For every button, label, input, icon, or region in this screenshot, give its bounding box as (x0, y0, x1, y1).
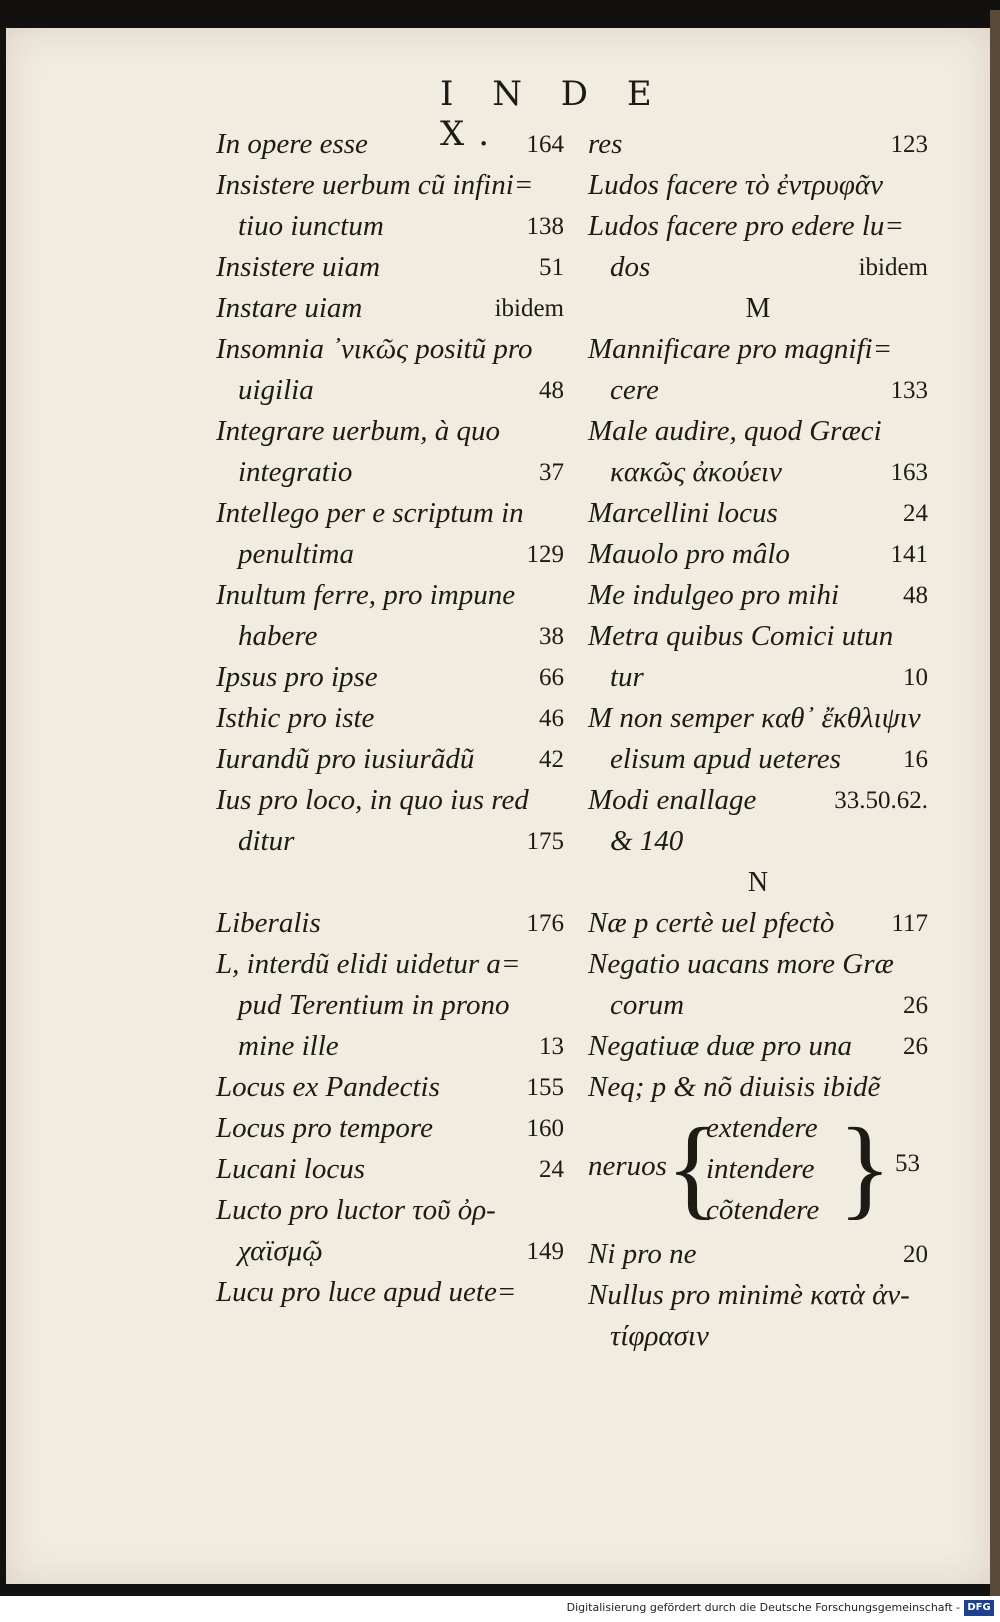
index-entry-page-number: 48 (539, 377, 564, 404)
left-brace-icon: { (666, 1106, 720, 1230)
index-entry (588, 780, 928, 821)
brace-item: intendere (706, 1153, 815, 1185)
index-entry (588, 739, 928, 780)
index-entry (216, 534, 564, 575)
index-entry-text: mine ille (238, 1030, 339, 1062)
index-entry-page-number: 24 (539, 1156, 564, 1183)
index-entry-page-number: 24 (903, 500, 928, 527)
index-entry (216, 698, 564, 739)
index-entry-text: Insomnia ᾽νικῶς positũ pro (216, 333, 533, 365)
index-entry-text: τίφρασιν (610, 1320, 709, 1352)
index-entry-text: Næ p certè uel pfectò (588, 907, 835, 939)
index-entry (216, 493, 564, 534)
index-entry (588, 124, 928, 165)
index-entry-page-number: 160 (526, 1115, 564, 1142)
index-entry-text: habere (238, 620, 318, 652)
index-entry (216, 165, 564, 206)
index-entry-page-number: 66 (539, 664, 564, 691)
index-entry-text: Intellego per e scriptum in (216, 497, 524, 529)
index-entry-text: Mannificare pro magnifi= (588, 333, 893, 365)
index-entry-page-number: 42 (539, 746, 564, 773)
index-entry-page-number: 51 (539, 254, 564, 281)
index-entry (588, 1275, 928, 1316)
index-entry-page-number: 175 (526, 828, 564, 855)
index-entry-text: Integrare uerbum, à quo (216, 415, 501, 447)
brace-entry-items (706, 1108, 819, 1231)
index-entry-page-number: 163 (890, 459, 928, 486)
index-entry-text: corum (610, 989, 685, 1021)
index-entry-text: cere (610, 374, 659, 406)
index-column-right (588, 124, 928, 1357)
index-entry-text: tiuo iunctum (238, 210, 384, 242)
index-entry-text: penultima (238, 538, 354, 570)
index-section-letter (588, 288, 928, 329)
index-entry-text: integratio (238, 456, 353, 488)
index-entry-page-number: ibidem (858, 254, 928, 281)
index-entry (216, 985, 564, 1026)
index-entry (588, 411, 928, 452)
index-entry (588, 452, 928, 493)
index-entry (588, 370, 928, 411)
index-entry-text: Insistere uerbum cũ infini= (216, 169, 534, 201)
index-entry-text: uigilia (238, 374, 314, 406)
index-entry (216, 780, 564, 821)
index-entry (588, 657, 928, 698)
index-entry-text: dos (610, 251, 651, 283)
index-entry (216, 1026, 564, 1067)
index-entry-text: M (745, 293, 771, 324)
index-entry (216, 944, 564, 985)
dfg-logo: DFG (964, 1600, 994, 1616)
index-entry-text: Ipsus pro ipse (216, 661, 378, 693)
brace-entry-word: neruos (588, 1150, 667, 1182)
index-entry (588, 698, 928, 739)
index-entry-text: N (747, 867, 769, 898)
index-entry-text: Locus pro tempore (216, 1112, 433, 1144)
index-entry-text: L, interdũ elidi uidetur a= (216, 948, 521, 980)
index-entry-text: Neq; p & nõ diuisis ibidẽ (588, 1071, 881, 1103)
index-entry-page-number: 16 (903, 746, 928, 773)
index-entry-page-number: 133 (890, 377, 928, 404)
index-entry-text: res (588, 128, 623, 160)
index-entry-text: Modi enallage (588, 784, 757, 816)
index-entry (216, 739, 564, 780)
brace-entry-page-number: 53 (895, 1150, 920, 1177)
index-entry-text: elisum apud ueteres (610, 743, 841, 775)
index-entry-text: tur (610, 661, 644, 693)
index-entry-text: Male audire, quod Græci (588, 415, 882, 447)
right-entries-top (588, 124, 928, 1108)
index-entry (216, 411, 564, 452)
index-entry-page-number: 20 (903, 1241, 928, 1268)
right-brace-icon: } (838, 1106, 892, 1230)
index-entry-text: pud Terentium in prono (238, 989, 510, 1021)
index-entry-text: & 140 (610, 825, 684, 857)
index-entry-text: Isthic pro iste (216, 702, 375, 734)
index-entry (216, 657, 564, 698)
index-entry-text: χαϊσμῷ (238, 1235, 323, 1267)
index-entry-page-number: 117 (891, 910, 928, 937)
index-entry-page-number: 48 (903, 582, 928, 609)
index-entry (216, 903, 564, 944)
index-entry (588, 1026, 928, 1067)
index-entry-page-number: 26 (903, 992, 928, 1019)
index-entry (216, 821, 564, 862)
index-entry-page-number: 46 (539, 705, 564, 732)
book-edge (990, 10, 1000, 1600)
brace-item: cõtendere (706, 1194, 820, 1226)
index-entry-page-number: ibidem (494, 295, 564, 322)
index-entry-page-number: 141 (890, 541, 928, 568)
index-entry (588, 903, 928, 944)
index-entry (588, 329, 928, 370)
index-entry-text: Locus ex Pandectis (216, 1071, 440, 1103)
index-entry (588, 616, 928, 657)
index-entry-page-number: 33.50.62. (834, 787, 928, 814)
index-entry (588, 247, 928, 288)
index-entry-page-number: 10 (903, 664, 928, 691)
index-entry (216, 288, 564, 329)
index-entry (216, 616, 564, 657)
index-entry-page-number: 37 (539, 459, 564, 486)
brace-entry (588, 1108, 928, 1234)
index-entry-text: Marcellini locus (588, 497, 778, 529)
index-entry (588, 206, 928, 247)
index-entry (216, 1272, 564, 1313)
index-entry (588, 821, 928, 862)
index-entry-page-number: 123 (890, 131, 928, 158)
index-entry-page-number: 13 (539, 1033, 564, 1060)
index-entry-text: Nullus pro minimè κατὰ ἀν- (588, 1279, 910, 1311)
index-entry (588, 1316, 928, 1357)
index-entry-text: In opere esse (216, 128, 368, 160)
index-entry-text: M non semper καθ᾽ ἔκθλιψιν (588, 702, 921, 734)
index-entry (216, 329, 564, 370)
index-entry-text: Liberalis (216, 907, 321, 939)
index-entry-page-number: 164 (526, 131, 564, 158)
index-entry-text: Me indulgeo pro mihi (588, 579, 840, 611)
index-entry-page-number: 155 (526, 1074, 564, 1101)
page-title: I N D E X. (440, 74, 666, 154)
index-entry-page-number: 176 (526, 910, 564, 937)
index-entry-text: Lucani locus (216, 1153, 366, 1185)
index-entry (216, 124, 564, 165)
index-entry (216, 1190, 564, 1231)
index-entry-text: Ludos facere pro edere lu= (588, 210, 904, 242)
index-entry-text: Lucu pro luce apud uete= (216, 1276, 517, 1308)
index-entry (216, 1108, 564, 1149)
index-entry-page-number: 129 (526, 541, 564, 568)
index-entry (216, 862, 564, 903)
index-entry-text: Ni pro ne (588, 1238, 697, 1270)
index-entry (216, 370, 564, 411)
index-entry-text: Insistere uiam (216, 251, 381, 283)
index-entry-text: Lucto pro luctor τοῦ ὀρ- (216, 1194, 496, 1226)
index-entry-text: Ius pro loco, in quo ius red (216, 784, 529, 816)
index-entry (216, 1149, 564, 1190)
index-entry (588, 575, 928, 616)
index-entry-text: Negatio uacans more Græ (588, 948, 894, 980)
right-entries-bottom (588, 1234, 928, 1357)
brace-item: extendere (706, 1112, 818, 1144)
footer-credit: Digitalisierung gefördert durch die Deutsche Forschungsgemeinschaft - (566, 1601, 960, 1614)
index-column-left (216, 124, 564, 1313)
index-entry-text: Mauolo pro mâlo (588, 538, 790, 570)
index-entry (216, 206, 564, 247)
index-entry (216, 1067, 564, 1108)
index-entry (588, 944, 928, 985)
index-entry-page-number: 38 (539, 623, 564, 650)
index-entry (216, 575, 564, 616)
index-entry-text: Metra quibus Comici utun (588, 620, 894, 652)
index-entry (216, 247, 564, 288)
index-entry-text: Negatiuæ duæ pro una (588, 1030, 852, 1062)
index-entry (588, 165, 928, 206)
index-entry-text: Ludos facere τὸ ἐντρυφᾶν (588, 169, 883, 201)
index-entry (216, 1231, 564, 1272)
index-entry (588, 1067, 928, 1108)
index-entry-text: Iurandũ pro iusiurãdũ (216, 743, 475, 775)
index-entry-text: Inultum ferre, pro impune (216, 579, 516, 611)
index-entry-text: ditur (238, 825, 295, 857)
index-entry (588, 985, 928, 1026)
index-entry (588, 534, 928, 575)
index-entry-page-number: 26 (903, 1033, 928, 1060)
index-entry-text: Instare uiam (216, 292, 363, 324)
index-entry-text: κακῶς ἀκούειν (610, 456, 782, 488)
index-entry (588, 493, 928, 534)
index-entry-page-number: 149 (526, 1238, 564, 1265)
index-entry-page-number: 138 (526, 213, 564, 240)
index-entry (216, 452, 564, 493)
index-entry (588, 1234, 928, 1275)
index-section-letter (588, 862, 928, 903)
